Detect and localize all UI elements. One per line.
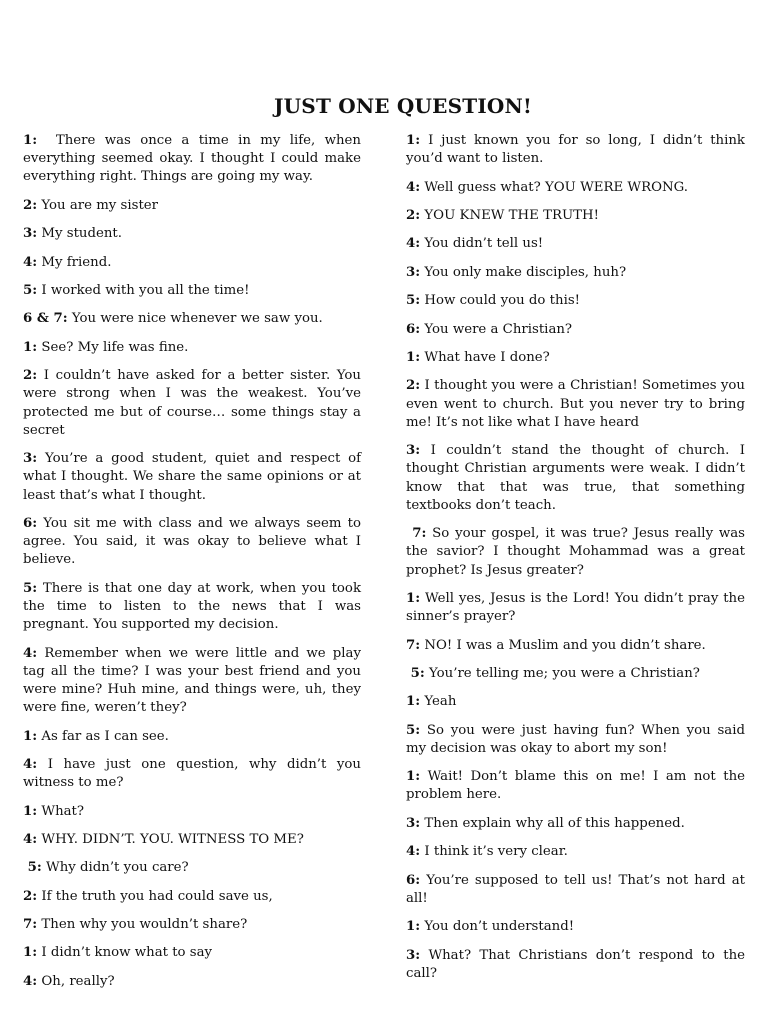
line-text: I thought you were a Christian! Sometimes you even went to church. But you never try to bring me! It’s not like what I have heard — [406, 378, 745, 430]
line-text: You’re supposed to tell us! That’s not hard at all! — [406, 872, 745, 906]
speaker-number: 5: — [406, 293, 421, 309]
speaker-number: 1: — [406, 919, 421, 935]
right-column — [406, 132, 745, 993]
script-line — [406, 768, 745, 804]
line-text: If the truth you had could save us, — [37, 888, 273, 904]
document-title: JUST ONE QUESTION! — [274, 94, 532, 118]
script-line — [406, 722, 745, 758]
line-text: You’re telling me; you were a Christian? — [424, 665, 700, 681]
line-text: I didn’t know what to say — [37, 945, 213, 961]
speaker-number: 7: — [406, 526, 427, 542]
line-text: NO! I was a Muslim and you didn’t share. — [420, 637, 706, 653]
line-text: I have just one question, why didn’t you witness to me? — [23, 756, 361, 791]
line-text: I think it’s very clear. — [420, 844, 568, 860]
speaker-number: 1: — [406, 769, 421, 785]
speaker-number: 4: — [23, 831, 38, 847]
script-line — [406, 264, 745, 282]
line-text: What have I done? — [420, 349, 550, 365]
script-line — [23, 254, 361, 272]
line-text: Then why you wouldn’t share? — [37, 917, 248, 933]
line-text: Remember when we were little and we play tag all the time? I was your best friend and you were mine? Huh mine, and things were, uh, they were fine, weren’t they? — [23, 645, 361, 716]
line-text: So you were just having fun? When you said my decision was okay to abort my son! — [406, 722, 745, 756]
script-line — [23, 132, 361, 187]
line-text: I just known you for so long, I didn’t think you’d want to listen. — [406, 133, 745, 167]
speaker-number: 5: — [23, 282, 38, 298]
speaker-number: 1: — [23, 803, 38, 819]
line-text: You only make disciples, huh? — [420, 264, 627, 280]
speaker-number: 2: — [406, 207, 421, 223]
speaker-number: 3: — [406, 947, 421, 963]
line-text: See? My life was fine. — [37, 339, 189, 355]
line-text: There was once a time in my life, when everything seemed okay. I thought I could make everything right. Things are going my way. — [23, 133, 361, 185]
speaker-number: 2: — [23, 197, 38, 213]
line-text: You’re a good student, quiet and respect of what I thought. We share the same opinions or at least that’s what I thought. — [23, 451, 361, 503]
speaker-number: 1: — [406, 349, 421, 365]
speaker-number: 5: — [23, 860, 42, 876]
speaker-number: 4: — [406, 236, 421, 252]
line-text: My student. — [37, 226, 122, 242]
script-line — [406, 179, 745, 197]
speaker-number: 5: — [406, 722, 421, 738]
script-line — [23, 944, 361, 962]
line-text: What? That Christians don’t respond to the call? — [406, 947, 745, 981]
script-line — [23, 888, 361, 906]
line-text: There is that one day at work, when you took the time to listen to the news that I was pregnant. You supported my decision. — [23, 580, 361, 633]
speaker-number: 1: — [23, 945, 38, 961]
script-line — [23, 803, 361, 821]
speaker-number: 5: — [406, 665, 425, 681]
script-line — [23, 645, 361, 718]
speaker-number: 3: — [23, 226, 38, 242]
speaker-number: 7: — [23, 917, 38, 933]
line-text: You don’t understand! — [420, 919, 575, 935]
script-line — [406, 377, 745, 432]
speaker-number: 3: — [23, 451, 38, 467]
speaker-number: 2: — [23, 368, 38, 384]
speaker-number: 4: — [406, 179, 421, 195]
speaker-number: 2: — [23, 888, 38, 904]
line-text: WHY. DIDN’T. YOU. WITNESS TO ME? — [37, 831, 304, 847]
speaker-number: 6: — [406, 321, 421, 337]
script-line — [406, 349, 745, 367]
speaker-number: 4: — [23, 973, 38, 989]
speaker-number: 3: — [406, 815, 421, 831]
script-line — [406, 292, 745, 310]
script-line — [23, 367, 361, 440]
script-line — [406, 843, 745, 861]
speaker-number: 4: — [23, 645, 38, 661]
line-text: How could you do this! — [420, 293, 580, 309]
speaker-number: 3: — [406, 443, 421, 459]
line-text: Why didn’t you care? — [41, 860, 189, 876]
speaker-number: 1: — [406, 590, 421, 606]
speaker-number: 4: — [406, 844, 421, 860]
script-line — [23, 916, 361, 934]
speaker-number: 3: — [406, 264, 421, 280]
line-text: You were nice whenever we saw you. — [67, 311, 323, 327]
script-line — [23, 225, 361, 243]
line-text: Well yes, Jesus is the Lord! You didn’t pray the sinner’s prayer? — [406, 590, 745, 625]
script-line — [406, 235, 745, 253]
speaker-number: 1: — [406, 133, 421, 148]
script-line — [406, 132, 745, 168]
speaker-number: 6: — [23, 515, 38, 531]
script-line — [406, 872, 745, 908]
script-line — [23, 282, 361, 300]
line-text: I worked with you all the time! — [37, 282, 250, 298]
script-line — [406, 947, 745, 983]
line-text: You sit me with class and we always seem to agree. You said, it was okay to believe what I believe. — [23, 515, 361, 568]
script-line — [23, 197, 361, 215]
line-text: You were a Christian? — [420, 321, 573, 337]
line-text: I couldn’t stand the thought of church. I thought Christian arguments were weak. I didn’t know that that was true, that something textbooks don’t teach. — [406, 443, 745, 513]
line-text: Yeah — [420, 694, 457, 710]
script-line — [23, 756, 361, 792]
script-line — [406, 815, 745, 833]
line-text: YOU KNEW THE TRUTH! — [420, 207, 599, 223]
line-text: As far as I can see. — [37, 728, 169, 744]
script-line — [23, 450, 361, 505]
line-text: I couldn’t have asked for a better sister. You were strong when I was the weakest. You’ve protected me but of course… some things stay a secret — [23, 368, 361, 438]
script-line — [406, 207, 745, 225]
line-text: Wait! Don’t blame this on me! I am not the problem here. — [406, 769, 745, 803]
line-text: Well guess what? YOU WERE WRONG. — [420, 179, 688, 195]
left-column — [23, 132, 361, 1001]
script-line — [406, 637, 745, 655]
line-text: So your gospel, it was true? Jesus really was the savior? I thought Mohammad was a great prophet? Is Jesus greater? — [406, 526, 746, 578]
script-line — [23, 580, 361, 635]
line-text: Oh, really? — [37, 973, 115, 989]
script-line — [23, 973, 361, 991]
script-line — [23, 515, 361, 570]
script-line — [406, 665, 745, 683]
speaker-number: 6: — [406, 872, 421, 888]
script-line — [23, 831, 361, 849]
speaker-number: 5: — [23, 580, 38, 596]
speaker-number: 1: — [23, 339, 38, 355]
speaker-number: 2: — [406, 378, 421, 394]
script-line — [406, 321, 745, 339]
script-line — [23, 339, 361, 357]
speaker-number: 4: — [23, 756, 38, 772]
speaker-number: 7: — [406, 637, 421, 653]
line-text: My friend. — [37, 254, 112, 270]
line-text: You are my sister — [37, 197, 159, 213]
script-line — [406, 525, 745, 580]
speaker-number: 1: — [23, 133, 38, 148]
script-line — [23, 728, 361, 746]
line-text: You didn’t tell us! — [420, 236, 544, 252]
speaker-number: 1: — [23, 728, 38, 744]
line-text: What? — [37, 803, 85, 819]
script-line — [23, 310, 361, 328]
line-text: Then explain why all of this happened. — [420, 815, 685, 831]
script-line — [23, 859, 361, 877]
script-line — [406, 590, 745, 626]
speaker-number: 1: — [406, 694, 421, 710]
script-line — [406, 442, 745, 515]
speaker-number: 6 & 7: — [23, 311, 68, 327]
script-line — [406, 918, 745, 936]
script-line — [406, 693, 745, 711]
speaker-number: 4: — [23, 254, 38, 270]
